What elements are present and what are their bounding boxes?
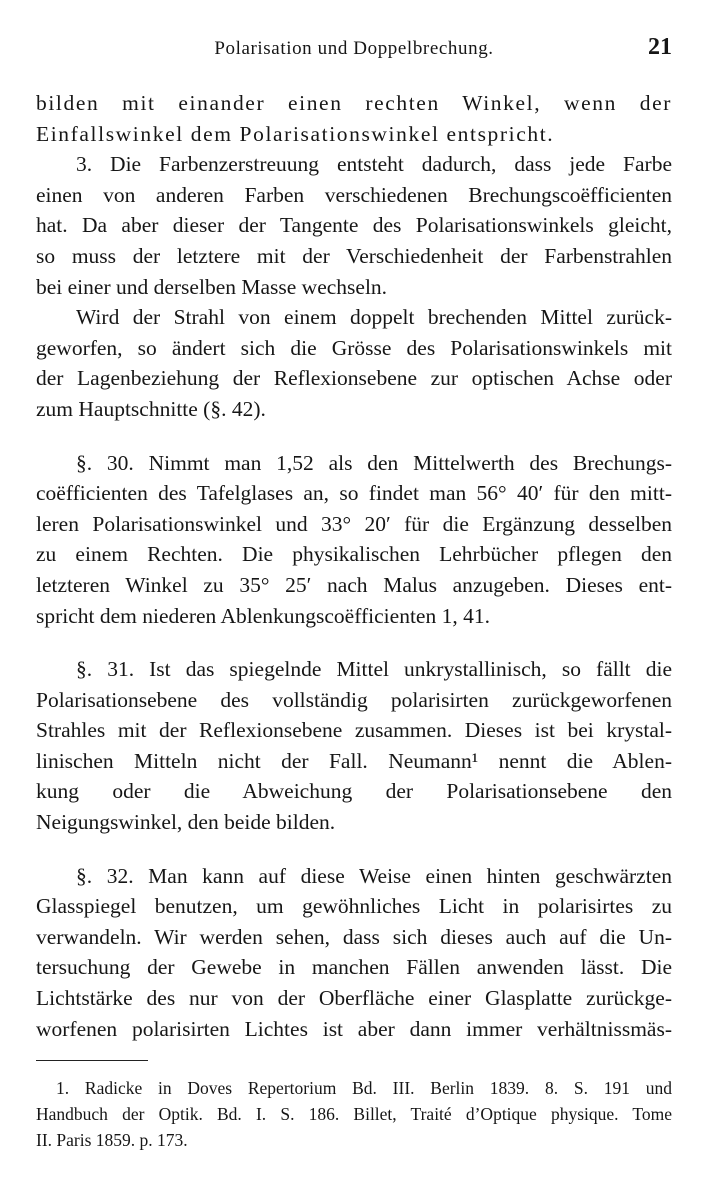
text-line: kung oder die Abweichung der Polarisationsebene den	[36, 779, 672, 804]
text-line: Glasspiegel benutzen, um gewöhnliches Licht in polarisirtes zu	[36, 894, 672, 919]
text-line: Einfallswinkel dem Polarisationswinkel entspricht.	[36, 121, 555, 146]
text-line: §. 31. Ist das spiegelnde Mittel unkrystallinisch, so fällt die	[76, 657, 672, 682]
text-line: der Lagenbeziehung der Reflexionsebene zur optischen Achse oder	[36, 366, 672, 391]
text-line: §. 30. Nimmt man 1,52 als den Mittelwerth des Brechungs-	[76, 450, 672, 475]
text-line: bei einer und derselben Masse wechseln.	[36, 274, 388, 299]
text-line: letzteren Winkel zu 35° 25′ nach Malus anzugeben. Dieses ent-	[36, 572, 672, 597]
footnote-line: 1. Radicke in Doves Repertorium Bd. III. Berlin 1839. 8. S. 191 und	[56, 1078, 672, 1098]
text-line: verwandeln. Wir werden sehen, dass sich dieses auch auf die Un-	[36, 924, 672, 949]
text-line: §. 32. Man kann auf diese Weise einen hinten geschwärzten	[76, 863, 672, 888]
text-line: einen von anderen Farben verschiedenen Brechungscoëfficienten	[36, 182, 672, 207]
text-line: so muss der letztere mit der Verschiedenheit der Farbenstrahlen	[36, 243, 672, 268]
body-text	[36, 88, 672, 1044]
text-line: zum Hauptschnitte (§. 42).	[36, 396, 266, 421]
text-line: Strahles mit der Reflexionsebene zusammen. Dieses ist bei krystal-	[36, 718, 672, 743]
footnotes	[36, 1075, 672, 1153]
footnote-line: II. Paris 1859. p. 173.	[36, 1130, 188, 1150]
text-line: leren Polarisationswinkel und 33° 20′ für die Ergänzung desselben	[36, 511, 672, 536]
text-line: tersuchung der Gewebe in manchen Fällen anwenden lässt. Die	[36, 955, 672, 980]
text-line: worfenen polarisirten Lichtes ist aber dann immer verhältnissmäs-	[36, 1016, 672, 1041]
page-number: 21	[648, 34, 672, 60]
text-line: coëfficienten des Tafelglases an, so findet man 56° 40′ für den mitt-	[36, 481, 672, 506]
text-line: bilden mit einander einen rechten Winkel, wenn der	[36, 91, 672, 115]
text-line: hat. Da aber dieser der Tangente des Polarisationswinkels gleicht,	[36, 213, 672, 238]
text-line: Neigungswinkel, den beide bilden.	[36, 810, 336, 835]
running-head	[36, 36, 672, 66]
text-line: linischen Mitteln nicht der Fall. Neumann¹ nennt die Ablen-	[36, 748, 672, 773]
text-line: spricht dem niederen Ablenkungscoëfficienten 1, 41.	[36, 603, 490, 628]
running-title: Polarisation und Doppelbrechung.	[214, 38, 494, 59]
text-line: Wird der Strahl von einem doppelt brechenden Mittel zurück-	[76, 305, 672, 330]
text-line: zu einem Rechten. Die physikalischen Lehrbücher pflegen den	[36, 542, 672, 567]
text-line: 3. Die Farbenzerstreuung entsteht dadurch, dass jede Farbe	[76, 152, 672, 177]
text-line: Lichtstärke des nur von der Oberfläche einer Glasplatte zurückge-	[36, 986, 672, 1011]
footnote-line: Handbuch der Optik. Bd. I. S. 186. Billet, Traité d’Optique physique. Tome	[36, 1104, 672, 1124]
section-gap	[36, 838, 672, 861]
text-line: Polarisationsebene des vollständig polarisirten zurückgeworfenen	[36, 687, 672, 712]
section-gap	[36, 425, 672, 448]
footnote-rule	[36, 1060, 148, 1061]
text-line: geworfen, so ändert sich die Grösse des Polarisationswinkels mit	[36, 335, 672, 360]
section-gap	[36, 631, 672, 654]
